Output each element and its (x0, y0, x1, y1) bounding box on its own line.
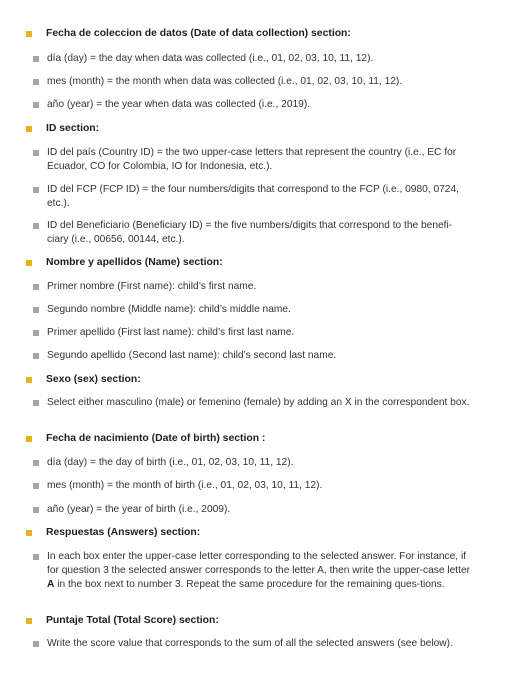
item-bullet (33, 150, 39, 156)
item-text: Select either masculino (male) or femenino (female) by adding an X in the correspondent box. (47, 397, 470, 408)
item-text: ID del país (Country ID) = the two upper-case letters that represent the country (i.e., EC for Ecuador, CO for Colombia, IO for Indonesia, etc.). (47, 147, 457, 173)
section-title: ID section: (46, 123, 100, 134)
section-header (26, 27, 496, 41)
item-text (47, 550, 471, 593)
item-text-part: In each box enter the upper-case letter corresponding to the selected answer. For instance, if for question 3 the selected answer corresponds to the letter A, then write the upper-case letter (47, 551, 471, 577)
item-text: año (year) = the year of birth (i.e., 2009). (47, 504, 231, 515)
item-bullet (33, 460, 39, 466)
bold-letter: A (47, 579, 55, 591)
item-text: Segundo nombre (Middle name): child’s middle name. (47, 304, 291, 315)
item-bullet (33, 102, 39, 108)
section-title: Fecha de coleccion de datos (Date of data collection) section: (46, 28, 351, 39)
item-text: día (day) = the day when data was collected (i.e., 01, 02, 03, 10, 11, 12). (47, 53, 374, 64)
list-item (33, 52, 471, 66)
item-text: año (year) = the year when data was collected (i.e., 2019). (47, 99, 311, 110)
section-header (26, 122, 496, 136)
item-text: mes (month) = the month of birth (i.e., 01, 02, 03, 10, 11, 12). (47, 480, 323, 491)
section-answers (26, 526, 496, 540)
section-bullet (26, 530, 32, 536)
item-bullet (33, 353, 39, 359)
section-total-score (26, 614, 496, 628)
item-bullet (33, 554, 39, 560)
list-item (33, 280, 471, 294)
item-text: Primer apellido (First last name): child’s first last name. (47, 327, 295, 338)
list-item (33, 349, 471, 363)
list-item (33, 479, 471, 493)
section-date-of-birth (26, 432, 496, 446)
list-item (33, 303, 471, 317)
section-header (26, 432, 496, 446)
section-bullet (26, 377, 32, 383)
item-bullet (33, 187, 39, 193)
item-text: mes (month) = the month when data was collected (i.e., 01, 02, 03, 10, 11, 12). (47, 76, 403, 87)
section-bullet (26, 260, 32, 266)
section-name (26, 256, 496, 270)
item-bullet (33, 284, 39, 290)
section-bullet (26, 126, 32, 132)
list-item (33, 219, 471, 247)
section-title: Sexo (sex) section: (46, 374, 141, 385)
section-header (26, 526, 496, 540)
section-header (26, 256, 496, 270)
section-bullet (26, 618, 32, 624)
list-item (33, 98, 471, 112)
section-title: Puntaje Total (Total Score) section: (46, 615, 219, 626)
section-sex (26, 373, 496, 387)
item-bullet (33, 307, 39, 313)
item-bullet (33, 507, 39, 513)
list-item (33, 456, 471, 470)
item-bullet (33, 330, 39, 336)
section-bullet (26, 436, 32, 442)
item-text: Segundo apellido (Second last name): child’s second last name. (47, 350, 337, 361)
item-bullet (33, 79, 39, 85)
item-bullet (33, 223, 39, 229)
item-bullet (33, 483, 39, 489)
list-item (33, 637, 471, 651)
section-header (26, 614, 496, 628)
section-bullet (26, 31, 32, 37)
list-item (33, 146, 471, 174)
item-text: ID del FCP (FCP ID) = the four numbers/digits that correspond to the FCP (i.e., 0980, 0724, etc.). (47, 184, 459, 210)
item-bullet (33, 400, 39, 406)
list-item (33, 183, 471, 211)
section-title: Nombre y apellidos (Name) section: (46, 257, 223, 268)
list-item (33, 503, 471, 517)
list-item (33, 396, 471, 410)
section-title: Fecha de nacimiento (Date of birth) section : (46, 433, 266, 444)
item-text: Primer nombre (First name): child’s first name. (47, 281, 257, 292)
item-text: día (day) = the day of birth (i.e., 01, 02, 03, 10, 11, 12). (47, 457, 294, 468)
item-bullet (33, 641, 39, 647)
item-text-part: in the box next to number 3. Repeat the same procedure for the remaining ques-tions. (54, 579, 445, 591)
list-item (33, 75, 471, 89)
section-header (26, 373, 496, 387)
item-bullet (33, 56, 39, 62)
section-id (26, 122, 496, 136)
item-text: ID del Beneficiario (Beneficiary ID) = the five numbers/digits that correspond to the benefi-ciary (i.e., 00656, 00144, etc.). (47, 220, 453, 246)
section-date-of-data-collection (26, 27, 496, 41)
list-item (33, 326, 471, 340)
section-title: Respuestas (Answers) section: (46, 527, 201, 538)
list-item (33, 550, 471, 593)
item-text: Write the score value that corresponds to the sum of all the selected answers (see below). (47, 638, 453, 649)
